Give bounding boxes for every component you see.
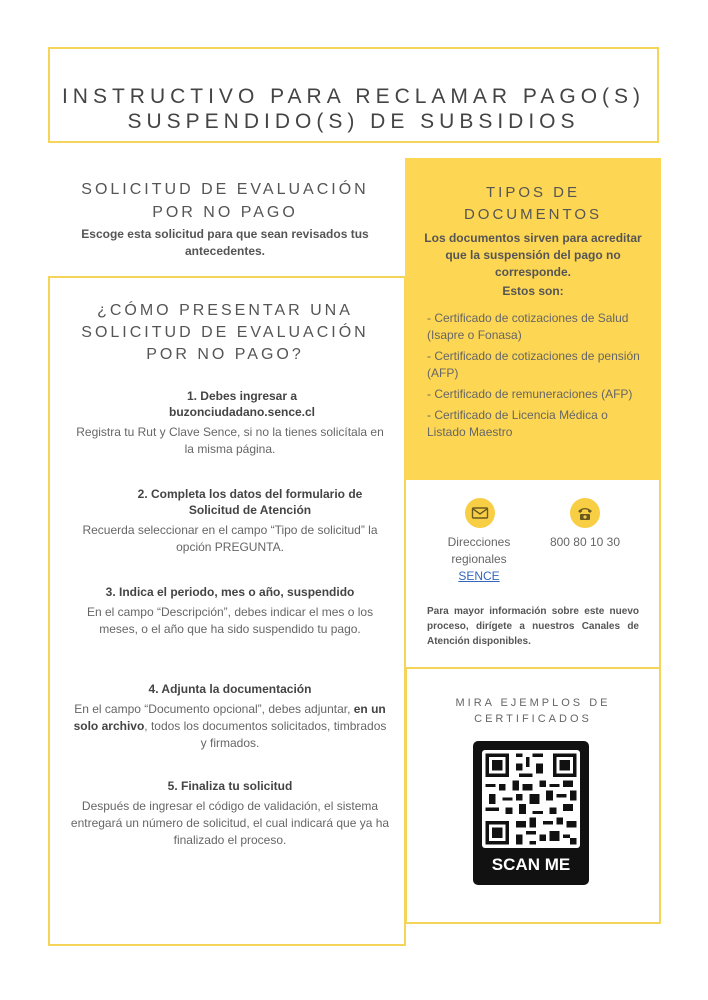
document-types-intro: Los documentos sirven para acreditar que la suspensión del pago no corresponde.: [424, 231, 642, 279]
step-description: [70, 701, 390, 752]
document-types-list-label: Estos son:: [502, 284, 564, 298]
contact-section: [405, 480, 661, 667]
step-title: 3. Indica el periodo, mes o año, suspendido: [105, 585, 355, 599]
regional-offices: [431, 534, 527, 585]
qr-code[interactable]: [482, 750, 580, 848]
document-types-panel: [405, 158, 661, 480]
document-types-heading-line-2: DOCUMENTOS: [463, 206, 603, 223]
step-4-desc-bold: en un solo archivo: [73, 702, 386, 733]
how-to-title-line-3: POR NO PAGO?: [146, 346, 304, 363]
qr-heading-line-2: CERTIFICADOS: [474, 713, 592, 725]
document-types-list: [427, 310, 645, 441]
mail-icon[interactable]: [465, 498, 495, 528]
document-type-item: - Certificado de remuneraciones (AFP): [427, 387, 633, 401]
title-banner: [48, 47, 659, 143]
step-description: Después de ingresar el código de validación, el sistema entregará un número de solicitud, el cual indicará que ya ha finalizado el proceso.: [70, 799, 390, 847]
step-1: [70, 388, 390, 458]
step-title: 2. Completa los datos del formulario de Solicitud de Atención: [137, 487, 363, 517]
phone-number: 800 80 10 30: [549, 535, 621, 549]
qr-code-card[interactable]: [473, 741, 589, 885]
qr-heading: [407, 695, 659, 727]
evaluation-subtitle: Escoge esta solicitud para que sean revisados tus antecedentes.: [81, 227, 369, 258]
document-types-heading: [405, 182, 661, 226]
sence-link[interactable]: SENCE: [458, 569, 500, 583]
how-to-box: [48, 276, 406, 946]
document-type-item: - Certificado de cotizaciones de Salud (Isapre o Fonasa): [427, 311, 629, 342]
step-description: Recuerda seleccionar en el campo “Tipo de solicitud” la opción PREGUNTA.: [82, 523, 378, 554]
evaluation-heading-line-1: SOLICITUD DE EVALUACIÓN: [81, 181, 369, 198]
how-to-title: [70, 300, 380, 366]
qr-section: [405, 667, 661, 924]
document-types-heading-line-1: TIPOS DE: [485, 184, 580, 201]
step-4-desc-end: , todos los documentos solicitados, timbrados y firmados.: [144, 719, 387, 750]
qr-heading-line-1: MIRA EJEMPLOS DE: [455, 697, 611, 709]
contact-note: Para mayor información sobre este nuevo proceso, dirígete a nuestros Canales de Atención disponibles.: [427, 606, 639, 647]
step-title: 5. Finaliza tu solicitud: [167, 779, 293, 793]
page-title-line-2: SUSPENDIDO(S) DE SUBSIDIOS: [127, 110, 580, 133]
step-title: 1. Debes ingresar a buzonciudadano.sence.cl: [168, 389, 316, 419]
step-title: 4. Adjunta la documentación: [148, 682, 312, 696]
step-4: [70, 681, 390, 752]
document-type-item: - Certificado de cotizaciones de pensión (AFP): [427, 349, 640, 380]
step-4-desc-start: En el campo “Documento opcional”, debes adjuntar,: [74, 702, 354, 716]
evaluation-heading-line-2: POR NO PAGO: [152, 204, 298, 221]
step-3: [70, 584, 390, 638]
step-5: [70, 778, 390, 849]
regional-offices-line-2: regionales: [451, 552, 507, 566]
how-to-title-line-1: ¿CÓMO PRESENTAR UNA: [97, 302, 353, 319]
evaluation-section: [60, 178, 390, 260]
step-2: [70, 486, 390, 556]
phone-icon[interactable]: [570, 498, 600, 528]
step-description: En el campo “Descripción”, debes indicar el mes o los meses, o el año que ha sido suspendido tu pago.: [86, 605, 374, 636]
how-to-top-border: [50, 276, 406, 278]
how-to-title-line-2: SOLICITUD DE EVALUACIÓN: [81, 324, 369, 341]
scan-me-label: SCAN ME: [491, 855, 571, 874]
page-title-line-1: INSTRUCTIVO PARA RECLAMAR PAGO(S): [61, 85, 646, 108]
document-type-item: - Certificado de Licencia Médica o Listado Maestro: [427, 408, 608, 439]
step-description: Registra tu Rut y Clave Sence, si no la tienes solicítala en la misma página.: [76, 425, 384, 456]
regional-offices-line-1: Direcciones: [447, 535, 511, 549]
